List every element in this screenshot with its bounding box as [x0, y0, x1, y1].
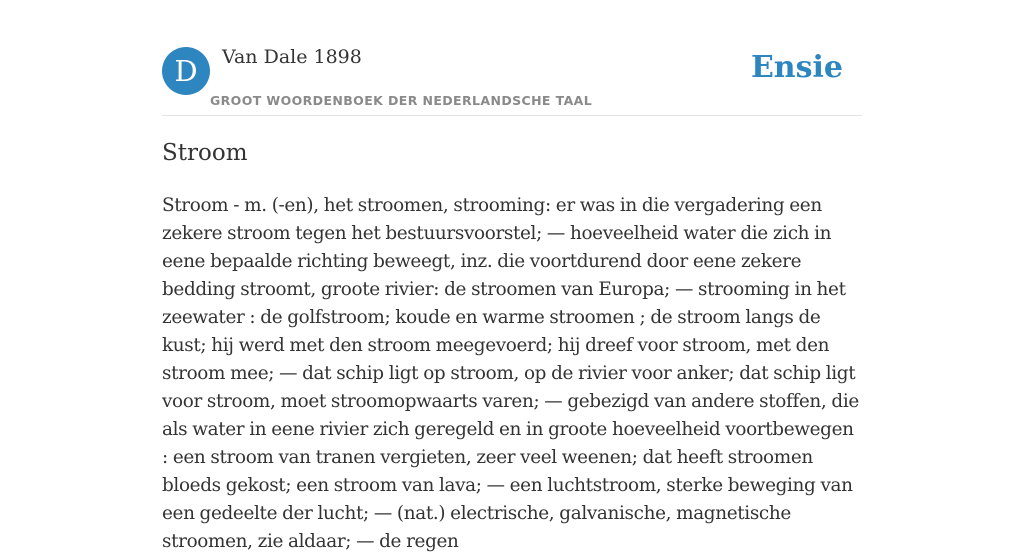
dictionary-header: [162, 0, 862, 116]
dictionary-name[interactable]: Van Dale 1898: [222, 46, 362, 68]
entry-definition: Stroom - m. (-en), het stroomen, strooming: er was in die vergadering een zekere stroom tegen het bestuursvoorstel; — hoeveelheid water die zich in eene bepaalde richting beweegt, inz. die voortdurend door eene zekere bedding stroomt, groote rivier: de stroomen van Europa; — strooming in het zeewater : de golfstroom; koude en warme stroomen ; de stroom langs de kust; hij werd met den stroom meegevoerd; hij dreef voor stroom, met den stroom mee; — dat schip ligt op stroom, op de rivier voor anker; dat schip ligt voor stroom, moet stroomopwaarts varen; — gebezigd van andere stoffen, die als water in eene rivier zich geregeld en in groote hoeveelheid voortbewegen : een stroom van tranen vergieten, zeer veel weenen; dat heeft stroomen bloeds gekost; een stroom van lava; — een luchtstroom, sterke beweging van een gedeelte der lucht; — (nat.) electrische, galvanische, magnetische stroomen, zie aldaar; — de regen: [162, 195, 859, 552]
ensie-logo[interactable]: Ensie: [750, 50, 843, 85]
dictionary-subtitle: GROOT WOORDENBOEK DER NEDERLANDSCHE TAAL: [210, 93, 593, 108]
page-container: [162, 0, 862, 552]
entry-headword: Stroom: [162, 140, 248, 166]
dictionary-avatar[interactable]: D: [162, 47, 210, 95]
